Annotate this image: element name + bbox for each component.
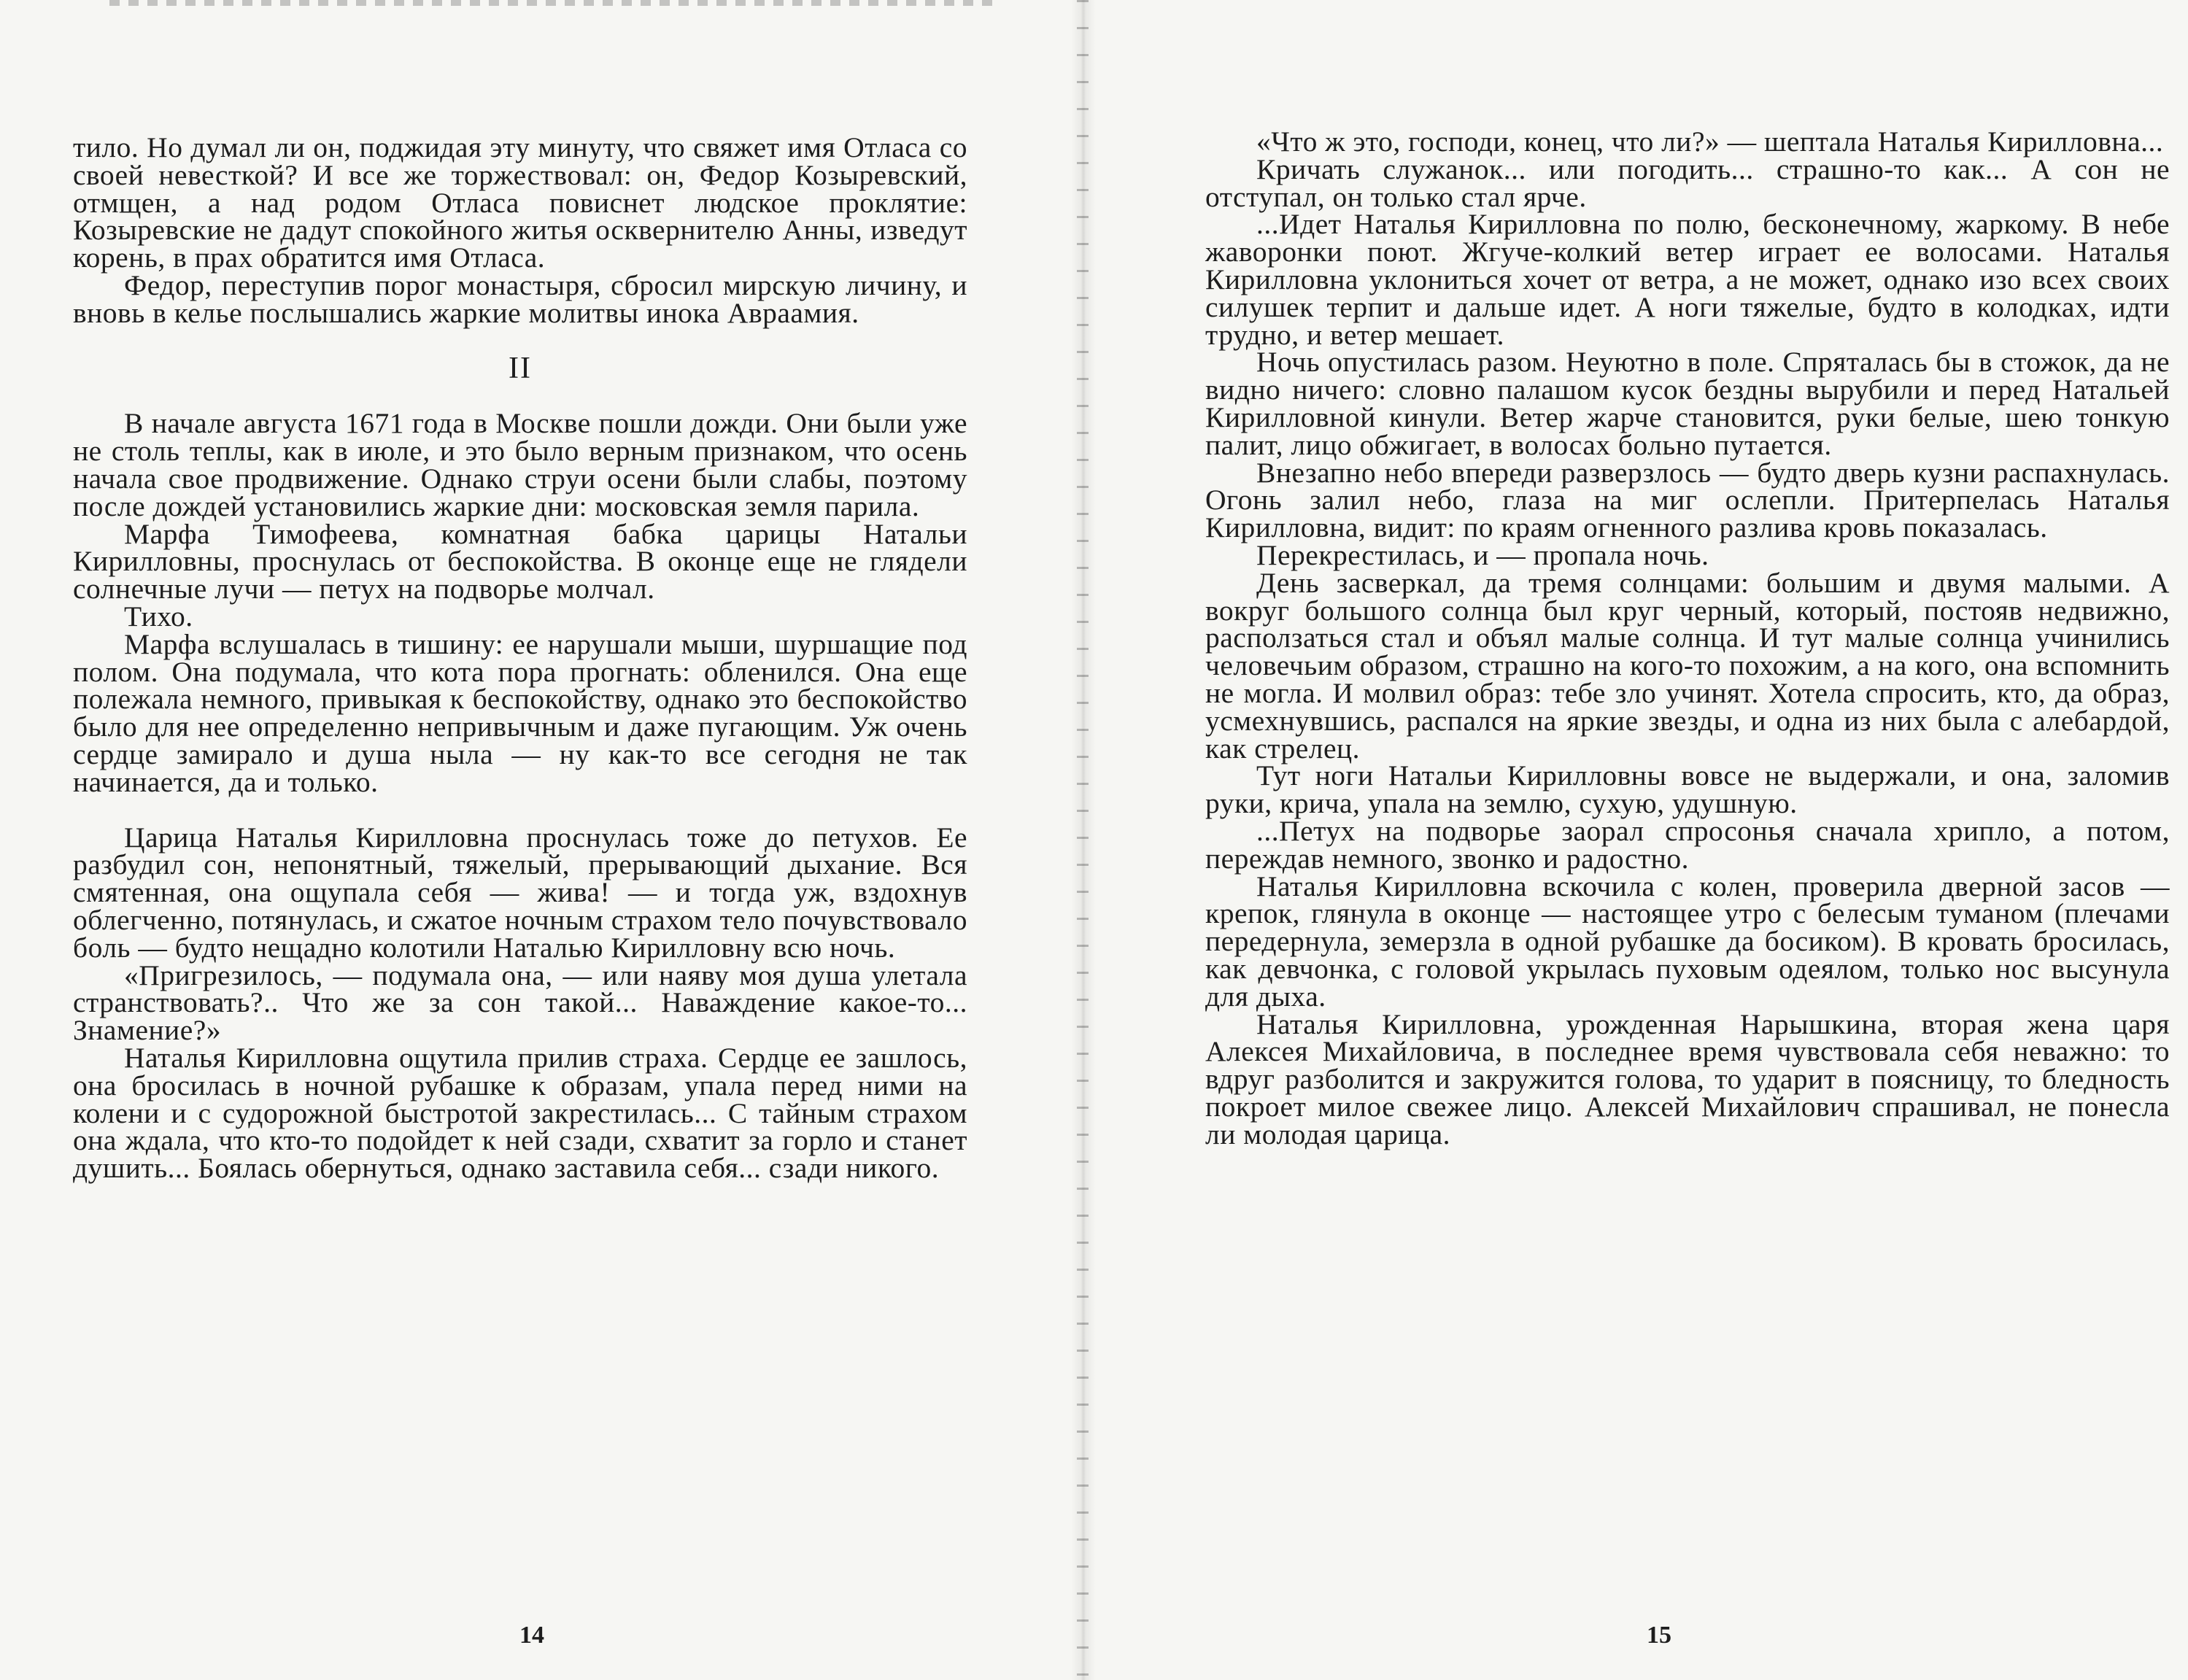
paragraph: Кричать служанок... или погодить... страшно-то как... А сон не отступал, он только стал ярче. [1205, 152, 2170, 213]
left-page-text [73, 131, 967, 1185]
paragraph: «Пригрезилось, — подумала она, — или наяву моя душа улетала странствовать?.. Что же за сон такой... Наваждение какое-то... Знамение?» [73, 959, 967, 1047]
right-page-text [1205, 125, 2170, 1150]
paragraph: Наталья Кирилловна, урожденная Нарышкина, вторая жена царя Алексея Михайловича, в последнее время чувствовала себя неважно: то вдруг разболится и закружится голова, то ударит в поясницу, то бледность покроет милое свежее лицо. Алексей Михайлович спрашивал, не понесла ли молодая царица. [1205, 1007, 2170, 1150]
paragraph: Марфа Тимофеева, комнатная бабка царицы Натальи Кирилловны, проснулась от беспокойства. В оконце еще не глядели солнечные лучи — петух на подворье молчал. [73, 517, 967, 605]
paragraph: Перекрестилась, и — пропала ночь. [1256, 538, 1709, 571]
paragraph: День засверкал, да тремя солнцами: большим и двумя малыми. А вокруг большого солнца был круг черный, который, постояв недвижно, расползаться стал и объял малые солнца. И тут малые солнца учинились человечьим образом, страшно на кого-то похожим, а на кого, она вспомнить не могла. И молвил образ: тебе зло учинят. Хотела спросить, кто, да образ, усмехнувшись, распался на яркие звезды, и одна из них была с алебардой, как стрелец. [1205, 566, 2170, 764]
paragraph: ...Идет Наталья Кирилловна по полю, бесконечному, жаркому. В небе жаворонки поют. Жгуче-колкий ветер играет ее волосами. Наталья Кирилловна уклониться хочет от ветра, а не может, однако изо всех своих силушек терпит и дальше идет. А ноги тяжелые, будто в колодках, идти трудно, и ветер мешает. [1205, 208, 2170, 351]
paragraph: «Что ж это, господи, конец, что ли?» — шептала Наталья Кирилловна... [1256, 125, 2164, 158]
right-page [1087, 0, 2188, 1680]
paragraph: Федор, переступив порог монастыря, сбросил мирскую личину, и вновь в келье послышались жаркие молитвы инока Авраамия. [73, 268, 967, 329]
paragraph: Ночь опустилась разом. Неуютно в поле. Спряталась бы в стожок, да не видно ничего: словно палашом кусок бездны вырубили и перед Натальей Кирилловной кинули. Ветер жарче становится, руки белые, шею тонкую палит, лицо обжигает, в волосах больно путается. [1205, 346, 2170, 461]
paragraph: ...Петух на подворье заорал спросонья сначала хрипло, а потом, переждав немного, звонко и радостно. [1205, 814, 2170, 875]
paragraph: Наталья Кирилловна ощутила прилив страха. Сердце ее зашлось, она бросилась в ночной рубашке к образам, упала перед ними на колени и с судорожной быстротой закрестилась... С тайным страхом она ждала, что кто-то подойдет к ней сзади, схватит за горло и станет душить... Боялась обернуться, однако заставила себя... сзади никого. [73, 1041, 967, 1185]
left-page [0, 0, 1078, 1680]
paragraph: Наталья Кирилловна вскочила с колен, проверила дверной засов — крепок, глянула в оконце — настоящее утро с белесым туманом (плечами передернула, земерзла в одной рубашке да босиком). В кровать бросилась, как девчонка, с головой укрылась пуховым одеялом, только нос высунула для дыха. [1205, 870, 2170, 1013]
paragraph: тило. Но думал ли он, поджидая эту минуту, что свяжет имя Отласа со своей невесткой? И все же торжествовал: он, Федор Козыревский, отмщен, а над родом Отласа повиснет людское проклятие: Козыревские не дадут спокойного житья осквернителю Анны, изведут корень, в прах обратится имя Отласа. [73, 131, 967, 274]
paragraph: Внезапно небо впереди разверзлось — будто дверь кузни распахнулась. Огонь залил небо, глаза на миг ослепли. Притерпелась Наталья Кирилловна, видит: по краям огненного разлива кровь показалась. [1205, 456, 2170, 544]
paragraph: В начале августа 1671 года в Москве пошли дожди. Они были уже не столь теплы, как в июле, и это было верным признаком, что осень начала свое продвижение. Однако струи осени были слабы, поэтому после дождей установились жаркие дни: московская земля парила. [73, 407, 967, 522]
paragraph: Царица Наталья Кирилловна проснулась тоже до петухов. Ее разбудил сон, непонятный, тяжелый, прерывающий дыхание. Вся смятенная, она ощупала себя — жива! — и тогда уж, вздохнув облегченно, потянулась, и сжатое ночным страхом тело почувствовало боль — будто нещадно колотили Наталью Кирилловну всю ночь. [73, 821, 967, 964]
paragraph: Тихо. [124, 600, 193, 632]
paragraph: Марфа вслушалась в тишину: ее нарушали мыши, шуршащие под полом. Она подумала, что кота пора прогнать: обленился. Она еще полежала немного, привыкая к беспокойству, однако это беспокойство было для нее определенно непривычным и даже пугающим. Уж очень сердце замирало и душа ныла — ну как-то все сегодня не так начинается, да и только. [73, 627, 967, 798]
page-number: 15 [1647, 1622, 1671, 1649]
chapter-heading: II [509, 351, 532, 385]
page-number: 14 [519, 1622, 544, 1649]
paragraph: Тут ноги Натальи Кирилловны вовсе не выдержали, и она, заломив руки, крича, упала на землю, сухую, удушную. [1205, 759, 2170, 820]
